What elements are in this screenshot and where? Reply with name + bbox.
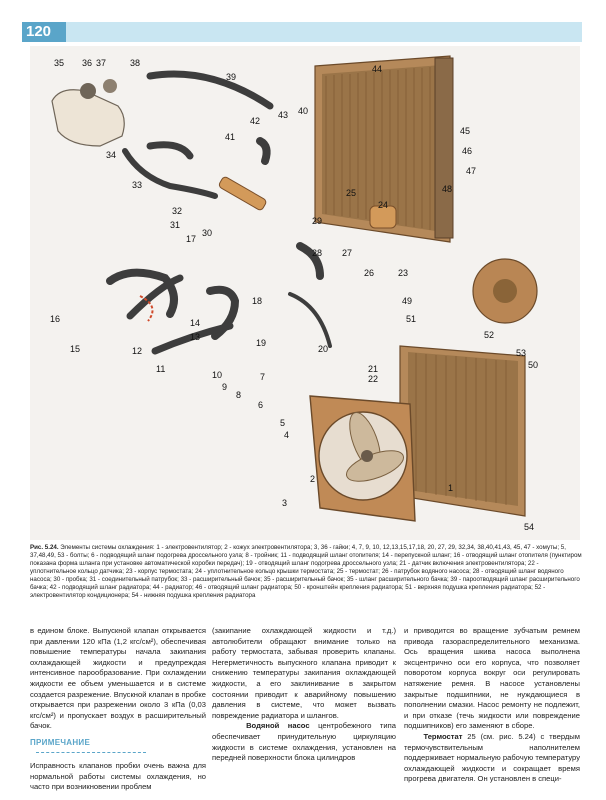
col1-paragraph: в едином блоке. Выпускной клапан открывается при давлении 120 кПа (1,2 кгс/см²), обеспечивая повышение температуры начала закипания охлаждающей жидкости и предупреждая интенсивное парообразование. При охлаждении жидкости ее объем уменьшается и в системе создается разрежение. Впускной клапан в пробке открывается при разрежении около 3 кПа (0,03 кгс/см²) и пропускает воздух в расширительный бачок. <box>30 626 206 731</box>
part-label: 23 <box>398 268 409 278</box>
part-label: 7 <box>260 372 266 382</box>
figure-caption <box>30 544 582 600</box>
caption-text: Элементы системы охлаждения: 1 - электровентилятор; 2 - кожух электровентилятора; 3, 36 - гайки; 4, 7, 9, 10, 12,13,15,17,18, 20, 27, 29, 32,34, 38,40,41,43, 45, 47 - хомуты; 5, 37,48,49, 53 - болты; 6 - подводящий шланг подогрева дроссельного узла; 8 - тройник; 11 - подводящий шланг отопителя; 14 - перепускной шланг; 16 - отводящий шланг отопителя (пунктиром показана форма шланга при установке автоматической коробки передач); 19 - отводящий шланг подогрева дроссельного узла; 21 - датчик включения электровентилятора; 22 - уплотнительное кольцо датчика; 23 - корпус термостата; 24 - уплотнительное кольцо крышки термостата; 25 - термостат; 26 - патрубок водяного насоса; 28 - отводящий шланг водяного насоса; 30 - пробка; 31 - соединительный патрубок; 33 - расширительный бачок; 35 - расширительный бачок; 35 - шланг расширительного бачка; 39 - пароотводящий шланг расширительного бачка; 42 - подводящий шланг радиатора; 44 - радиатор; 46 - отводящий шланг радиатора; 50 - кронштейн крепления радиатора; 51 - верхняя подушка крепления радиатора; 52 - электровентилятор кондиционера; 54 - нижняя подушка крепления радиатора <box>30 544 582 599</box>
part-label: 13 <box>190 332 201 342</box>
part-label: 41 <box>225 132 236 142</box>
part-label: 18 <box>252 296 263 306</box>
part-label: 21 <box>368 364 379 374</box>
fan-shroud <box>310 396 415 521</box>
text-column-3 <box>404 626 580 785</box>
thermostat-term: Термостат <box>423 731 463 741</box>
part-label: 19 <box>256 338 267 348</box>
part-label: 31 <box>170 220 181 230</box>
part-label: 40 <box>298 106 309 116</box>
part-label: 24 <box>378 200 389 210</box>
part-label: 2 <box>310 474 316 484</box>
part-label: 20 <box>318 344 329 354</box>
part-label: 11 <box>156 364 166 374</box>
part-label: 1 <box>448 483 454 493</box>
col2-paragraph-1: (закипание охлаждающей жидкости и т.д.) автолюбители обращают внимание только на работу термостата, забывая проверить клапаны. Негерметичность выпускного клапана приводит к снижению температуры закипания охлаждающей жидкости, а его заклинивание в закрытом состоянии приводит к аварийному повышению давления в системе, что может вызвать повреждение радиатора и шлангов. <box>212 626 396 720</box>
part-label: 9 <box>222 382 228 392</box>
part-label: 29 <box>312 216 323 226</box>
part-label: 15 <box>70 344 81 354</box>
water-pump-term: Водяной насос <box>246 721 310 731</box>
hoses <box>110 74 330 351</box>
part-label: 53 <box>516 348 527 358</box>
part-label: 28 <box>312 248 323 258</box>
part-label: 26 <box>364 268 375 278</box>
text-column-2 <box>212 626 396 764</box>
part-label: 22 <box>368 374 379 384</box>
part-label: 49 <box>402 296 413 306</box>
expansion-tank <box>52 79 124 146</box>
part-label: 36 <box>82 58 93 68</box>
part-label: 16 <box>50 314 61 324</box>
part-label: 3 <box>282 498 288 508</box>
part-label: 34 <box>106 150 117 160</box>
part-label: 47 <box>466 166 477 176</box>
col2-paragraph-2-text: центробежного типа обеспечивает принудительную циркуляцию жидкости в системе охлаждения, установлен на передней поверхности блока цилиндров <box>212 721 396 763</box>
exploded-diagram <box>30 46 580 540</box>
part-label: 39 <box>226 72 237 82</box>
part-label: 12 <box>132 346 143 356</box>
ac-fan <box>473 259 537 323</box>
col3-paragraph-2 <box>404 732 580 785</box>
part-label: 38 <box>130 58 141 68</box>
part-label: 43 <box>278 110 289 120</box>
part-label: 27 <box>342 248 353 258</box>
part-label: 14 <box>190 318 201 328</box>
part-label: 4 <box>284 430 290 440</box>
col3-paragraph-1: и приводится во вращение зубчатым ремнем привода газораспределительного механизма. Ось вращения шкива насоса выполнена эксцентрично оси его корпуса, что позволяет поворотом корпуса вокруг оси регулировать натяжение ремня. В насосе установлены закрытые подшипники, не нуждающиеся в пополнении смазки. Насос ремонту не подлежит, и при отказе (течь жидкости или повреждение подшипников) его заменяют в сборе. <box>404 626 580 731</box>
page-header-bar <box>22 22 582 42</box>
part-label: 54 <box>524 522 535 532</box>
part-label: 45 <box>460 126 471 136</box>
part-label: 25 <box>346 188 357 198</box>
col3-paragraph-2-text: 25 (см. рис. 5.24) с твердым термочувствительным наполнителем поддерживает нормальную рабочую температуру охлаждающей жидкости и сокращает время прогрева двигателя. Он установлен в специ- <box>404 731 580 784</box>
page-number: 120 <box>22 22 66 42</box>
part-label: 8 <box>236 390 242 400</box>
note-text: Исправность клапанов пробки очень важна для нормальной работы системы охлаждения, но часто при возникновении проблем <box>30 761 206 792</box>
part-label: 32 <box>172 206 183 216</box>
note-divider <box>36 752 146 755</box>
part-label: 44 <box>372 64 383 74</box>
part-label: 17 <box>186 234 197 244</box>
part-label: 5 <box>280 418 286 428</box>
part-label: 30 <box>202 228 213 238</box>
part-label: 6 <box>258 400 264 410</box>
part-label: 42 <box>250 116 261 126</box>
part-label: 52 <box>484 330 495 340</box>
note-heading <box>30 738 206 759</box>
cooling-system-exploded-figure <box>30 46 580 540</box>
part-label: 48 <box>442 184 453 194</box>
part-label: 37 <box>96 58 107 68</box>
part-label: 46 <box>462 146 473 156</box>
part-label: 51 <box>406 314 417 324</box>
col2-paragraph-2 <box>212 721 396 763</box>
part-label: 35 <box>54 58 65 68</box>
part-label: 33 <box>132 180 143 190</box>
radiator-lower <box>400 346 525 516</box>
caption-prefix: Рис. 5.24. <box>30 544 59 551</box>
part-label: 50 <box>528 360 539 370</box>
note-title: ПРИМЕЧАНИЕ <box>30 737 91 747</box>
text-column-1 <box>30 626 206 793</box>
part-label: 10 <box>212 370 223 380</box>
